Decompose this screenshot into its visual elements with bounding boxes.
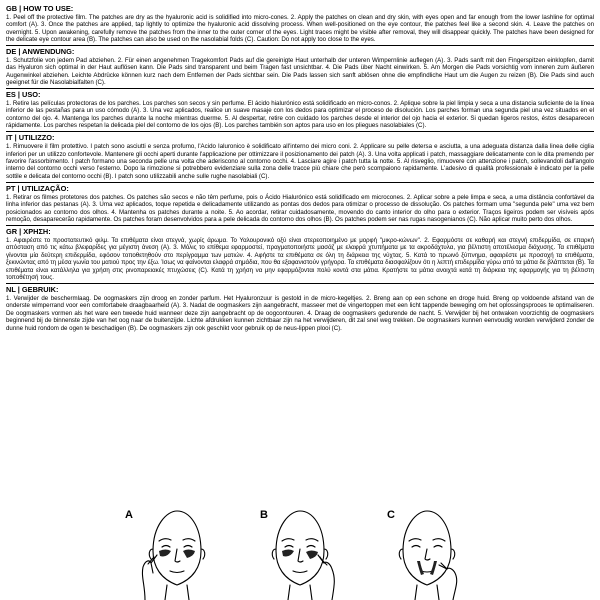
section-text: 1. Verwijder de beschermlaag. De oogmaskers zijn droog en zonder parfum. Het Hyaluronzuur is gestold in de micro-kegeltjes. 2. Breng aan op een schone en droge huid. Breng op voldoende afstand van de onderste wimperrand voor een comfortabele draagbaarheid (A). 3. Nadat de oogmaskers zijn aangebracht, masseer met de vingertoppen met een licht tappende beweging om het oplossingsproces te optimaliseren. De oogmaskers vormen als het ware een tweede huid wanneer deze zijn aangebracht op de oogcontouren. 4. Draag de oogmaskers gedurende de nacht. 5. Verwijder bij het ontwaken voorzichtig de oogmaskers beginnend bij de binnenste zijde van het oog naar de buitenzijde. Lichte afdrukken kunnen zichtbaar zijn na het verwijderen, dit zal snel weg trekken. De oogmaskers kunnen eenvoudig worden verwijderd zonder de dunne huid rondom de ogen te beschadigen (B). De oogmaskers zijn ook geschikt voor gebruik op de neus-lippen plooi (C). xyxy=(6,294,594,332)
illustration-c xyxy=(365,505,485,600)
illustration-label: B xyxy=(260,509,268,521)
divider xyxy=(6,131,594,132)
divider xyxy=(6,283,594,284)
section-heading: IT | UTILIZZO: xyxy=(6,133,55,143)
divider xyxy=(6,88,594,89)
section-heading: ES | USO: xyxy=(6,90,41,100)
illustration-label: C xyxy=(387,509,395,521)
section-heading: DE | ANWENDUNG: xyxy=(6,47,75,57)
face-applying-eye-patch-icon xyxy=(115,505,235,600)
section-it xyxy=(6,134,594,180)
section-heading: PT | UTILIZAÇÃO: xyxy=(6,183,69,193)
section-gb xyxy=(6,5,594,44)
illustration-a xyxy=(115,505,235,600)
illustration-label: A xyxy=(125,509,133,521)
section-nl xyxy=(6,286,594,332)
divider xyxy=(6,45,594,46)
section-de xyxy=(6,48,594,87)
section-gr xyxy=(6,228,594,282)
section-text: 1. Rimuovere il film protettivo. I patch sono asciutti e senza profumo, l'Acido Ialuronico è solidificato all'interno dei micro coni. 2. Applicare su pelle detersa e asciutta, a una adeguata distanza dalla linea delle ciglia inferiori per un utilizzo confortevole. Mantenere gli occhi aperti durante l'applicazione per ottimizzare il posizionamento dei patch (A). 3. Una volta applicati i patch, massaggiare delicatamente con le dita premendo per favorire l'assorbimento. I patch formano una seconda pelle una volta che aderiscono al contorno occhi. 4. Lasciare agire i patch tutta la notte. 5. Al risveglio, rimuovere con attenzione i patch, sollevandoli dall'angolo interno del contorno occhi verso l'esterno. Dopo la rimozione si potrebbero evidenziare sulla zona delle tracce più chiare che però scompaiono rapidamente. L'adesivo di qualità professionale è indicato per la pelle sottile e delicata del contorno occhi (B). I patch sono utilizzabili anche sulle rughe nasolabiali (C). xyxy=(6,143,594,180)
section-heading: GR | ΧΡΗΣΗ: xyxy=(6,227,51,236)
face-nasolabial-patch-icon xyxy=(365,505,485,600)
section-text: 1. Peel off the protective film. The patches are dry as the hyaluronic acid is solidified into micro-cones. 2. Apply the patches on clean and dry skin, with eyes open and far enough from the lower lashline for optimal comfort (A). 3. Once the patches are applied, tap lightly to optimize the hyaluronic acid dissolving process. When well-positioned on the eye contour, the patches feel like a second skin. 4. Leave the patches on overnight. 5. Upon awakening, carefully remove the patches from the inner to the outer corner of the eyes. Light traces might be visible after removal, they will disappear quickly. The patches have been designed for the delicate eye contour area (B). The patches can also be used on the nasolabial folds (C). Caution: Do not apply too close to the eyes. xyxy=(6,13,594,44)
section-es xyxy=(6,91,594,130)
illustration-b xyxy=(240,505,360,600)
illustrations-row xyxy=(0,505,600,600)
section-heading: GB | HOW TO USE: xyxy=(6,4,74,13)
divider xyxy=(6,225,594,226)
section-heading: NL | GEBRUIK: xyxy=(6,285,59,295)
section-text: 1. Αφαιρέστε το προστατευτικό φιλμ. Τα επιθέματα είναι στεγνά, χωρίς άρωμα. Το Υαλουρονικό οξύ είναι στερεοποιημένο με μορφή "μικρο-κώνων". 2. Εφαρμόστε σε καθαρή και στεγνή επιδερμίδα, σε επαρκή απόσταση από τις κάτω βλεφαρίδες για μέγιστη άνεση (A). 3. Μόλις το επίθεμα εφαρμοστεί, πραγματοποιήστε μασάζ με ελαφρά χτυπήματα με τα ακροδάχτυλα, για βέλτιστη αποτέλεσμα διάχυσης. Τα επιθέματα γίνονται μία δεύτερη επιδερμίδα, εφόσον τοποθετηθούν στο περίγραμμα των ματιών. 4. Αφήστε τα επιθέματα σε όλη τη διάρκεια της νύχτας. 5. Κατά το πρωινό ξύπνημα, αφαιρέστε με προσοχή τα επιθέματα, ξεκινώντας από τη μέσα γωνία του ματιού προς την έξω. Ίσως να φαίνονται ελαφρά σημάδια, που θα εξαφανιστούν γρήγορα. Τα επιθέματα διασφαλίζουν ότι η λεπτή επιδερμίδα γύρω από τα μάτια δε βλάπτεται (B). Τα επιθέματα είναι κατάλληλα για χρήση στις ρινοπαρειακές πτυχώσεις (C). Κατά τη χρήση να μην εφαρμόζονται πολύ κοντά στα μάτια. Κρατήστε τα μάτια ανοιχτά κατά τη διάρκεια της εφαρμογής για τη βέλτιστη τοποθέτησή τους. xyxy=(6,236,594,282)
section-text: 1. Retirar os filmes protetores dos patches. Os patches são secos e não têm perfume, pois o Ácido Hialurónico está solidificado em microcones. 2. Aplicar sobre a pele limpa e seca, a uma distância confortável da linha inferior das pestanas (A). 3. Uma vez aplicados, toque repetida e delicadamente utilizando as pontas dos dedos para otimizar o processo de dissolução. Os patches formam uma "segunda pele" uma vez bem posicionados ao contorno dos olhos. 4. Mantenha os patches durante a noite. 5. Ao acordar, retirar cuidadosamente, movendo do canto interior do olho para o exterior. Traços ligeiros podem ser visíveis após remoção, desaparecerão rapidamente. Os patches foram desenvolvidos para a pele delicada do contorno dos olhos (B). Os patches podem ser nas rugas nasogenianos (C). Não aplicar muito perto dos olhos. xyxy=(6,193,594,224)
face-removing-eye-patch-icon xyxy=(240,505,360,600)
divider xyxy=(6,182,594,183)
section-text: 1. Retire las películas protectoras de los parches. Los parches son secos y sin perfume. El ácido hialurónico está solidificado en micro-conos. 2. Aplique sobre la piel limpia y seca a una distancia suficiente de la línea inferior de las pestañas para un uso cómodo (A). 3. Una vez aplicados, realice un suave masaje con los dedos para optimizar el proceso de disolución. Los parches forman una segunda piel una vez situados en el contorno del ojo. 4. Mantenga los parches durante la noche mientras duerme. 5. Al despertar, retire con cuidado los parches desde el interior del ojo hacia el exterior. Si quedan ligeros restos, éstos desaparecen rápidamente. Los parches respetan la delicada piel del contorno de los ojos (B). Los parches también son aptos para uso en los pliegues nasolabiales (C). xyxy=(6,100,594,130)
section-pt xyxy=(6,185,594,224)
section-text: 1. Schutzfolie von jedem Pad abziehen. 2. Für einen angenehmen Tragekomfort Pads auf die gereinigte Haut unterhalb der unteren Wimpernlinie auflegen (A). 3. Pads sanft mit den Fingerspitzen einklopfen, damit das Hyaluron sich optimal in der Haut auflösen kann. Die Pads sind transparent und beim Tragen fast unsichtbar. 4. Die Pads über Nacht einwirken. 5. Am Morgen die Pads vorsichtig vom inneren zum äußeren Augenwinkel abziehen. Leichte Abdrücke können kurz nach dem Entfernen der Pads sichtbar sein. Die Pads lassen sich sanft ablösen ohne die empfindliche Haut um die Augen zu reizen (B). Die Pads sind auch geeignet für die Nasolabialfalten (C). xyxy=(6,56,594,87)
